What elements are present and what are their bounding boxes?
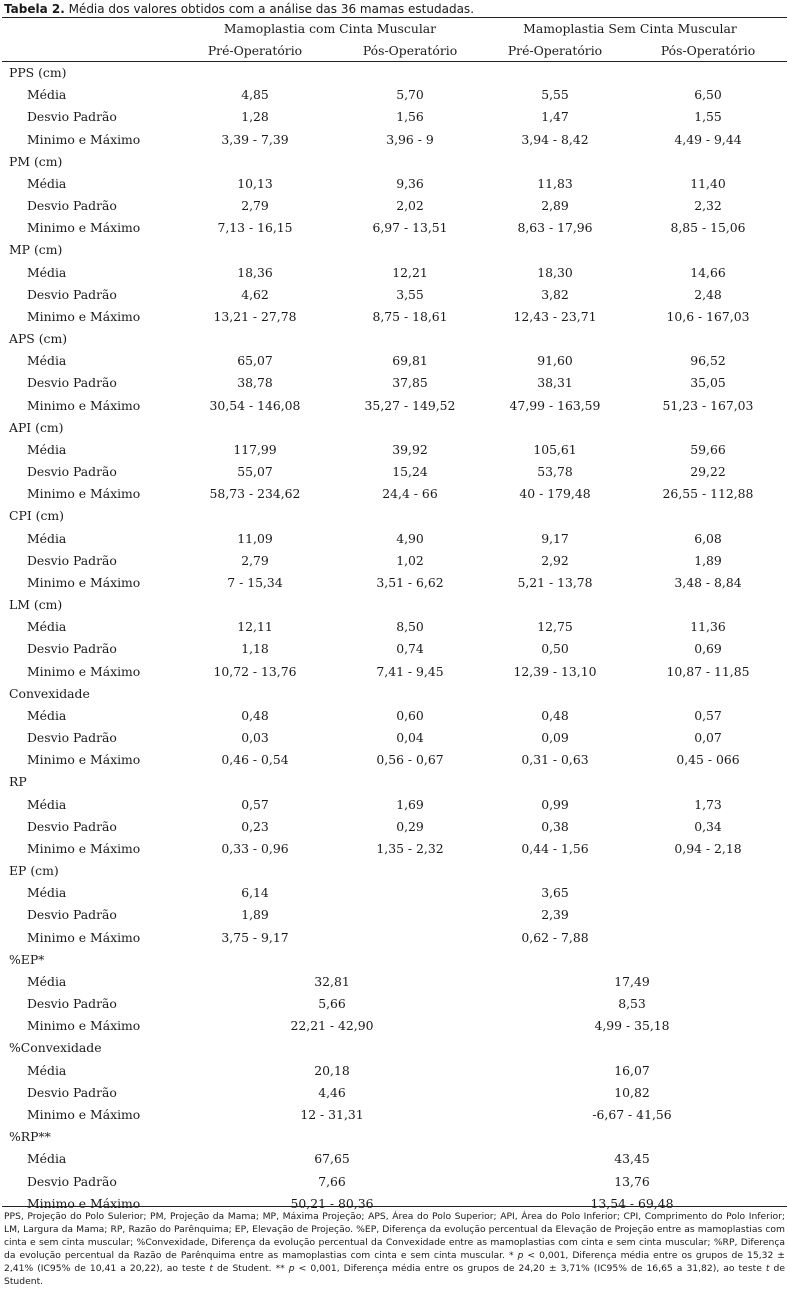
row-label: Minimo e Máximo: [27, 574, 141, 590]
row-label: Média: [27, 175, 67, 191]
table-cell: 1,35 - 2,32: [376, 840, 444, 856]
table-cell: 3,48 - 8,84: [674, 574, 742, 590]
table-cell: 26,55 - 112,88: [662, 486, 754, 502]
table-cell: 0,07: [694, 730, 722, 746]
table-cell: 0,44 - 1,56: [521, 840, 589, 856]
section-title: %EP*: [9, 951, 45, 967]
table-cell: 8,53: [618, 996, 646, 1012]
table-cell: 0,62 - 7,88: [521, 929, 589, 945]
row-label: Média: [27, 264, 67, 280]
table-cell: 24,4 - 66: [382, 486, 438, 502]
table-cell: 4,62: [241, 286, 269, 302]
table-cell: 11,83: [537, 175, 573, 191]
row-label: Minimo e Máximo: [27, 308, 141, 324]
row-label: Desvio Padrão: [27, 198, 117, 214]
table-cell: 43,45: [614, 1151, 650, 1167]
row-label: Desvio Padrão: [27, 464, 117, 480]
table-cell: 18,30: [537, 264, 573, 280]
table-cell: 1,55: [694, 109, 722, 125]
table-cell: 3,96 - 9: [386, 131, 434, 147]
table-cell: 38,78: [237, 375, 273, 391]
row-label: Minimo e Máximo: [27, 486, 141, 502]
table-cell: 8,85 - 15,06: [670, 220, 746, 236]
table-cell: 0,33 - 0,96: [221, 840, 289, 856]
row-label: Minimo e Máximo: [27, 1018, 141, 1034]
footnote-p-symbol: p: [288, 1263, 295, 1274]
table-cell: 0,04: [396, 730, 424, 746]
table-cell: 3,65: [541, 885, 569, 901]
table-cell: 0,94 - 2,18: [674, 840, 742, 856]
table-cell: 12,21: [392, 264, 428, 280]
table-cell: 35,27 - 149,52: [364, 397, 456, 413]
group-header-sem-cinta: Mamoplastia Sem Cinta Muscular: [523, 21, 737, 36]
table-cell: 3,39 - 7,39: [221, 131, 289, 147]
table-cell: 5,70: [396, 87, 424, 103]
table-cell: 12,11: [237, 619, 273, 635]
table-cell: 0,69: [694, 641, 722, 657]
row-label: Desvio Padrão: [27, 109, 117, 125]
section-title: PPS (cm): [9, 65, 67, 80]
table-cell: 50,21 - 80,36: [290, 1195, 374, 1211]
row-label: Desvio Padrão: [27, 552, 117, 568]
col-header: Pós-Operatório: [660, 43, 756, 58]
table-cell: 51,23 - 167,03: [662, 397, 754, 413]
section-title: PM (cm): [9, 153, 63, 169]
table-cell: 37,85: [392, 375, 428, 391]
footnote-text: < 0,001, Diferença média entre os grupos de 15,32 ± 2,41% (IC95% de 10,41 a 20,22), ao teste: [4, 1250, 785, 1274]
table-cell: 3,55: [396, 286, 424, 302]
table-cell: 10,6 - 167,03: [666, 308, 750, 324]
table-cell: 10,13: [237, 175, 273, 191]
table-cell: 0,56 - 0,67: [376, 752, 444, 768]
table-cell: 10,87 - 11,85: [666, 663, 750, 679]
row-label: Média: [27, 796, 67, 812]
table-cell: 30,54 - 146,08: [209, 397, 301, 413]
table-cell: 1,89: [241, 907, 269, 923]
table-cell: 35,05: [690, 375, 726, 391]
row-label: Média: [27, 1151, 67, 1167]
table-cell: 18,36: [237, 264, 273, 280]
table-cell: 9,17: [541, 530, 569, 546]
table-cell: 47,99 - 163,59: [509, 397, 601, 413]
table-cell: 8,63 - 17,96: [517, 220, 593, 236]
footnote: [4, 1210, 785, 1288]
table-cell: 0,57: [694, 707, 722, 723]
table-cell: 15,24: [392, 464, 428, 480]
table-cell: 20,18: [314, 1062, 350, 1078]
table-cell: 1,28: [241, 109, 269, 125]
col-header: Pré-Operatório: [207, 43, 303, 58]
table-cell: 1,73: [694, 796, 722, 812]
table-cell: 1,89: [694, 552, 722, 568]
table-cell: 40 - 179,48: [519, 486, 591, 502]
table-cell: 105,61: [533, 441, 577, 457]
table-cell: 2,79: [241, 552, 269, 568]
row-label: Minimo e Máximo: [27, 929, 141, 945]
table-cell: 91,60: [537, 353, 573, 369]
table-cell: 0,03: [241, 730, 269, 746]
table-cell: 9,36: [396, 175, 424, 191]
table-cell: 1,56: [396, 109, 424, 125]
table-cell: 2,39: [541, 907, 569, 923]
row-label: Média: [27, 530, 67, 546]
col-header: Pré-Operatório: [507, 43, 603, 58]
row-label: Desvio Padrão: [27, 907, 117, 923]
table-cell: 69,81: [392, 353, 428, 369]
table-cell: 0,48: [241, 707, 269, 723]
table-cell: 4,49 - 9,44: [674, 131, 742, 147]
top-rule: [2, 17, 787, 18]
table-cell: 2,32: [694, 198, 722, 214]
table-cell: 38,31: [537, 375, 573, 391]
table-cell: 7,13 - 16,15: [217, 220, 293, 236]
table-cell: 1,02: [396, 552, 424, 568]
table-cell: 6,08: [694, 530, 722, 546]
row-label: Desvio Padrão: [27, 286, 117, 302]
table-cell: 65,07: [237, 353, 273, 369]
row-label: Minimo e Máximo: [27, 220, 141, 236]
table-cell: 3,82: [541, 286, 569, 302]
table-cell: 1,18: [241, 641, 269, 657]
footnote-text: de Student.: [4, 1263, 786, 1287]
footnote-t-symbol: t: [209, 1263, 213, 1274]
section-title: CPI (cm): [9, 508, 65, 524]
table-cell: 0,45 - 066: [676, 752, 740, 768]
table-cell: 11,40: [690, 175, 726, 191]
row-label: Desvio Padrão: [27, 1173, 117, 1189]
header-rule: [2, 61, 787, 62]
row-label: Desvio Padrão: [27, 818, 117, 834]
table-cell: 0,34: [694, 818, 722, 834]
table-cell: 0,50: [541, 641, 569, 657]
section-title: API (cm): [9, 419, 64, 435]
table-cell: 6,50: [694, 87, 722, 103]
section-title: %Convexidade: [9, 1040, 102, 1056]
section-title: EP (cm): [9, 863, 59, 879]
table-cell: 0,99: [541, 796, 569, 812]
section-title: %RP**: [9, 1129, 51, 1145]
table-cell: 4,46: [318, 1084, 346, 1100]
table-cell: 32,81: [314, 973, 350, 989]
table-cell: 7,41 - 9,45: [376, 663, 444, 679]
table-cell: 59,66: [690, 441, 726, 457]
row-label: Média: [27, 87, 67, 103]
table-cell: 2,92: [541, 552, 569, 568]
table-cell: 117,99: [233, 441, 277, 457]
table-cell: 12,39 - 13,10: [513, 663, 597, 679]
row-label: Minimo e Máximo: [27, 752, 141, 768]
table-caption: [4, 1, 474, 17]
section-title: APS (cm): [9, 331, 68, 347]
table-cell: 8,75 - 18,61: [372, 308, 448, 324]
table-cell: 67,65: [314, 1151, 350, 1167]
footnote-p-symbol: p: [517, 1250, 524, 1261]
table-cell: 3,51 - 6,62: [376, 574, 444, 590]
row-label: Minimo e Máximo: [27, 840, 141, 856]
table-cell: 22,21 - 42,90: [290, 1018, 374, 1034]
group-header-com-cinta: Mamoplastia com Cinta Muscular: [223, 21, 437, 36]
section-title: LM (cm): [9, 597, 63, 613]
row-label: Minimo e Máximo: [27, 1106, 141, 1122]
row-label: Média: [27, 973, 67, 989]
table-cell: 12,75: [537, 619, 573, 635]
table-cell: 5,66: [318, 996, 346, 1012]
table-cell: 0,57: [241, 796, 269, 812]
table-cell: 16,07: [614, 1062, 650, 1078]
table-caption-text: Média dos valores obtidos com a análise das 36 mamas estudadas.: [64, 2, 475, 16]
table-cell: 0,48: [541, 707, 569, 723]
table-cell: 6,14: [241, 885, 269, 901]
col-header: Pós-Operatório: [362, 43, 458, 58]
table-cell: 58,73 - 234,62: [209, 486, 301, 502]
table-cell: 2,02: [396, 198, 424, 214]
table-cell: 13,21 - 27,78: [213, 308, 297, 324]
table-cell: 55,07: [237, 464, 273, 480]
table-cell: 14,66: [690, 264, 726, 280]
table-cell: 11,09: [237, 530, 273, 546]
table-cell: 11,36: [690, 619, 726, 635]
row-label: Minimo e Máximo: [27, 131, 141, 147]
table-cell: 2,48: [694, 286, 722, 302]
bottom-rule: [2, 1206, 787, 1207]
table-cell: 2,79: [241, 198, 269, 214]
table-cell: 6,97 - 13,51: [372, 220, 448, 236]
table-cell: 17,49: [614, 973, 650, 989]
footnote-text: PPS, Projeção do Polo Sulerior; PM, Projeção da Mama; MP, Máxima Projeção; APS, Área do Polo Superior; API, Área do Polo Inferior; CPI, Comprimento do Polo Inferior; LM, Largura da Mama; RP, Razão do Parênquima; EP, Elevação de Projeção. %EP, Diferença da evolução percentual da Elevação de Projeção entre as mamoplastias com cinta e sem cinta muscular; %Convexidade, Diferença da evolução percentual da Convexidade entre as mamoplastias com cinta e sem cinta muscular; %RP, Diferença da evolução percentual da Razão de Parênquima entre as mamoplastias com cinta e sem cinta muscular. *: [4, 1211, 785, 1261]
table-cell: 29,22: [690, 464, 726, 480]
table-cell: 4,85: [241, 87, 269, 103]
table-cell: 0,31 - 0,63: [521, 752, 589, 768]
footnote-text: de Student. **: [212, 1263, 289, 1274]
table-cell: 8,50: [396, 619, 424, 635]
row-label: Minimo e Máximo: [27, 1195, 141, 1211]
table-cell: 39,92: [392, 441, 428, 457]
row-label: Minimo e Máximo: [27, 663, 141, 679]
table-cell: 4,90: [396, 530, 424, 546]
table-label: Tabela 2.: [4, 2, 65, 16]
table-cell: 12 - 31,31: [300, 1106, 364, 1122]
table-cell: 13,76: [614, 1173, 650, 1189]
table-cell: 0,46 - 0,54: [221, 752, 289, 768]
table-cell: 12,43 - 23,71: [513, 308, 597, 324]
table-cell: 1,69: [396, 796, 424, 812]
row-label: Desvio Padrão: [27, 375, 117, 391]
table-cell: 0,74: [396, 641, 424, 657]
row-label: Desvio Padrão: [27, 730, 117, 746]
row-label: Média: [27, 707, 67, 723]
table-cell: 5,55: [541, 87, 569, 103]
table-cell: 53,78: [537, 464, 573, 480]
table-cell: 0,29: [396, 818, 424, 834]
section-title: Convexidade: [9, 685, 90, 701]
table-cell: 10,72 - 13,76: [213, 663, 297, 679]
table-cell: 5,21 - 13,78: [517, 574, 593, 590]
table-cell: 7 - 15,34: [227, 574, 283, 590]
section-title: MP (cm): [9, 242, 63, 258]
row-label: Desvio Padrão: [27, 1084, 117, 1100]
table-cell: 4,99 - 35,18: [594, 1018, 670, 1034]
row-label: Média: [27, 353, 67, 369]
row-label: Média: [27, 441, 67, 457]
table-cell: 2,89: [541, 198, 569, 214]
row-label: Desvio Padrão: [27, 641, 117, 657]
row-label: Média: [27, 885, 67, 901]
row-label: Minimo e Máximo: [27, 397, 141, 413]
row-label: Média: [27, 1062, 67, 1078]
table-cell: 96,52: [690, 353, 726, 369]
table-cell: 0,60: [396, 707, 424, 723]
table-cell: 10,82: [614, 1084, 650, 1100]
footnote-text: < 0,001, Diferença média entre os grupos de 24,20 ± 3,71% (IC95% de 16,65 a 31,82), ao teste: [294, 1263, 766, 1274]
table-cell: 0,23: [241, 818, 269, 834]
table-cell: 3,94 - 8,42: [521, 131, 589, 147]
row-label: Desvio Padrão: [27, 996, 117, 1012]
table-cell: 13,54 - 69,48: [590, 1195, 674, 1211]
table-cell: -6,67 - 41,56: [592, 1106, 672, 1122]
table-cell: 0,38: [541, 818, 569, 834]
table-cell: 3,75 - 9,17: [221, 929, 289, 945]
section-title: RP: [9, 774, 27, 790]
row-label: Média: [27, 619, 67, 635]
table-cell: 1,47: [541, 109, 569, 125]
footnote-t-symbol: t: [765, 1263, 770, 1274]
table-cell: 7,66: [318, 1173, 346, 1189]
table-cell: 0,09: [541, 730, 569, 746]
